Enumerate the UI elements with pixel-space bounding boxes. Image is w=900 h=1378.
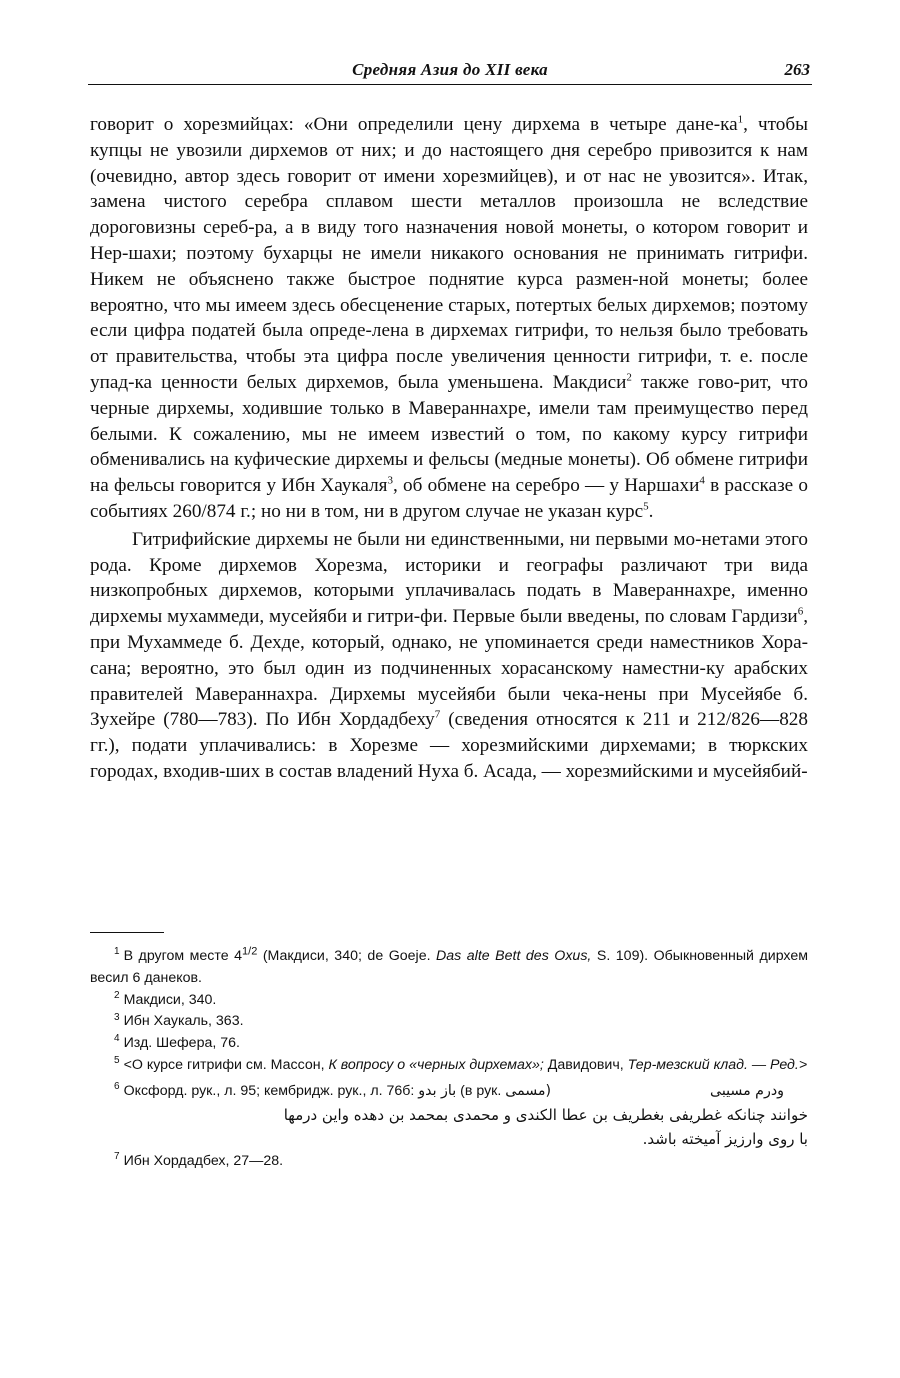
- arabic-text: (مسمی: [505, 1082, 552, 1099]
- footnotes: [90, 946, 808, 1172]
- arabic-line-3: با روی وارزیز آمیخته باشد.: [642, 1129, 808, 1148]
- main-text: [90, 112, 808, 785]
- footnote-text: В другом месте 4: [123, 948, 243, 964]
- text-span: говорит о хорезмийцах: «Они определили цену дирхема в четыре дане-ка: [90, 114, 738, 135]
- footnote-text: (Макдиси, 340; de Goeje.: [257, 948, 437, 964]
- fraction: 1/2: [242, 945, 258, 958]
- footnote-text: Изд. Шефера, 76.: [123, 1035, 240, 1052]
- footnote-italic: Das alte Bett des Oxus,: [436, 948, 592, 964]
- footnote-ref-4: 4: [699, 474, 705, 487]
- footnote-number: 7: [114, 1150, 120, 1162]
- footnote-number: 2: [114, 989, 120, 1001]
- footnote-text: Ибн Хордадбех, 27—28.: [123, 1152, 284, 1169]
- footnote-text: (в рук.: [456, 1082, 506, 1099]
- footnote-ref-2: 2: [626, 371, 632, 384]
- footnote-6: [90, 1081, 808, 1103]
- footnote-text: Макдиси, 340.: [123, 991, 217, 1008]
- text-span: (сведения относятся к 211 и 212/826—828 гг.), подати уплачивались: в Хорезме — хорезмийскими дирхемами; в тюркских городах, входив-ших в состав владений Нуха б. Асада, — хорезмийскими и мусейябий-: [90, 709, 808, 782]
- arabic-text: ودرم مسیبی: [710, 1082, 784, 1099]
- footnote-ref-6: 6: [797, 605, 804, 618]
- footnote-ref-5: 5: [643, 500, 649, 513]
- running-title: Средняя Азия до XII века: [352, 60, 548, 79]
- footnote-italic: Тер-мезский клад. — Ред.>: [627, 1056, 808, 1073]
- footnote-3: [90, 1011, 808, 1033]
- footnote-number: 6: [114, 1081, 120, 1093]
- arabic-text: باز بدو: [418, 1082, 457, 1099]
- footnote-number: 4: [114, 1033, 120, 1045]
- footnote-ref-3: 3: [387, 474, 394, 487]
- text-span: .: [648, 500, 654, 522]
- footnote-1: [90, 946, 808, 990]
- text-span: Гитрифийские дирхемы не были ни единственными, ни первыми мо-нетами этого рода. Кроме дирхемов Хорезма, историки и географы различают три вида низкопробных дирхемов, которыми уплачивалась подать в Мавераннахре, именно дирхемы мухаммеди, мусейяби и гитри-фи. Первые были введены, по словам Гардизи: [90, 528, 808, 628]
- header-rule: [88, 84, 812, 85]
- running-header: [88, 58, 812, 84]
- footnote-number: 1: [114, 946, 120, 958]
- footnote-text: Ибн Хаукаль, 363.: [123, 1013, 244, 1030]
- footnote-4: [90, 1033, 808, 1055]
- text-span: , при Мухаммеде б. Дехде, который, однако, не упоминается среди наместников Хора-сана; вероятно, это был один из подчиненных хорасанскому наместни-ку арабских правителей Мавераннахра. Дирхемы мусейяби были чека-нены при Мусейябе б. Зухейре (780—783). По Ибн Хордадбеху: [90, 606, 808, 731]
- footnote-number: 3: [114, 1011, 120, 1023]
- footnote-5: [90, 1055, 808, 1077]
- footnote-text: S. 109). Обыкновенный дирхем весил 6 данеков.: [90, 948, 809, 986]
- text-span: , чтобы купцы не увозили дирхемов от них; и до настоящего дня серебро привозится к нам (очевидно, автор здесь говорит от имени хорезмийцев), и от нас не увозится». Итак, замена чистого серебра сплавом шести металлов произошла не вследствие дороговизны сереб-ра, а в виду того назначения новой монеты, о котором говорит и Нер-шахи; поэтому бухарцы не имели никакого основания не принимать гитрифи. Никем не объяснено также быстрое поднятие курса размен-ной монеты; более вероятно, что мы имеем здесь обесценение старых, потертых белых дирхемов; поэтому если цифра податей была опреде-лена в дирхемах гитрифи, то нельзя было требовать от правительства, чтобы эта цифра после увеличения ценности гитрифи, т. е. после упад-ка ценности белых дирхемов, была уменьшена. Макдиси: [90, 114, 809, 393]
- footnote-number: 5: [114, 1055, 120, 1067]
- page-number: 263: [784, 60, 810, 79]
- footnote-7: [90, 1151, 808, 1173]
- footnote-2: [90, 990, 808, 1012]
- footnote-text: Давидович,: [543, 1056, 628, 1073]
- footnote-text: <О курсе гитрифи см. Массон,: [123, 1056, 329, 1073]
- paragraph-1: [90, 112, 808, 525]
- text-span: , об обмене на серебро — у Наршахи: [393, 475, 700, 497]
- footnote-ref-7: 7: [434, 708, 441, 721]
- footnote-italic: К вопросу о «черных дирхемах»;: [328, 1056, 544, 1073]
- arabic-line-2: خوانند چنانکه غطریفی بغطریف بن عطا الکندی و محمدی بمحمد بن دهده واین درمها: [283, 1105, 808, 1124]
- footnote-ref-1: 1: [737, 113, 744, 126]
- text-span: также гово-рит, что черные дирхемы, ходившие только в Мавераннахре, имели там преимущество перед белыми. К сожалению, мы не имеем известий о том, по какому курсу гитрифи обменивались на куфические дирхемы и фельсы (медные монеты). Об обмене гитрифи на фельсы говорится у Ибн Хаукаля: [90, 371, 808, 497]
- footnote-text: Оксфорд. рук., л. 95; кембридж. рук., л. 76б:: [123, 1082, 419, 1099]
- paragraph-2: [90, 527, 808, 785]
- footnote-rule: [90, 932, 164, 933]
- text-span: в рассказе о событиях 260/874 г.; но ни в том, ни в другом случае не указан курс: [90, 475, 808, 522]
